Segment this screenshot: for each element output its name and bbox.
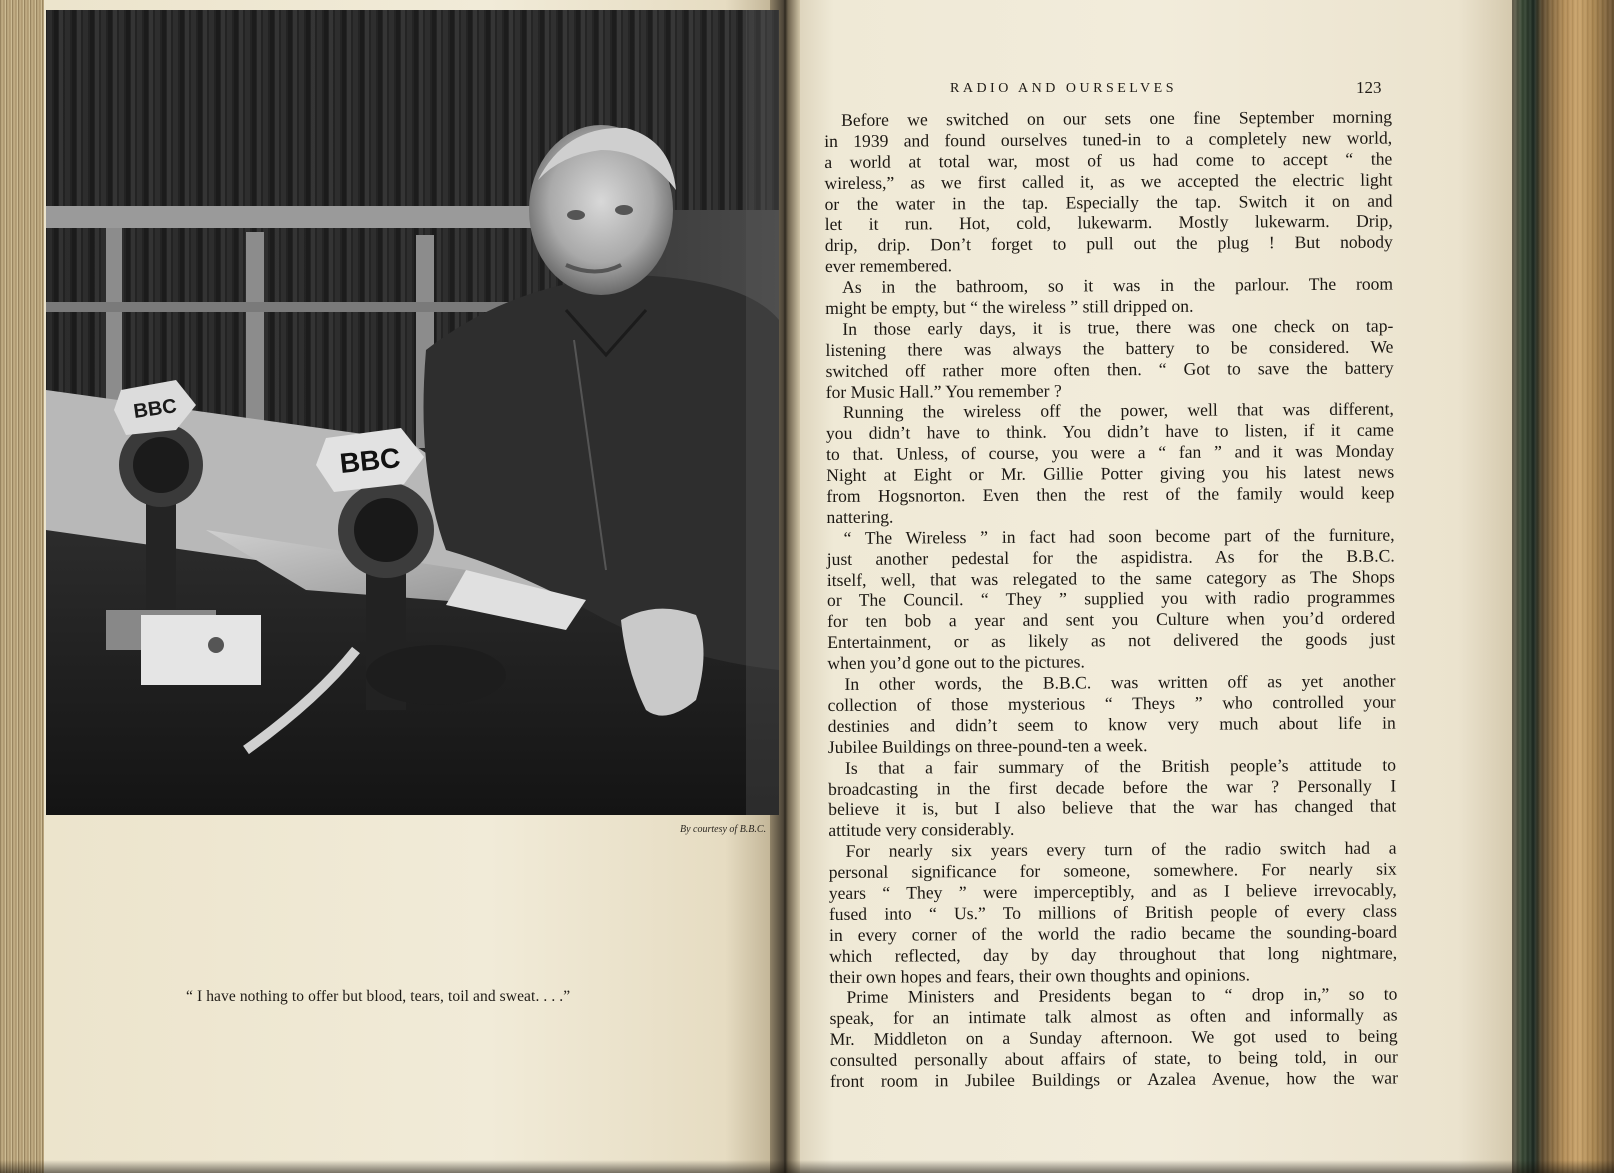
text-line: attitude very considerably. [828,819,1015,841]
page-number: 123 [1356,78,1382,97]
text-line: In other words, the B.B.C. was written off as yet another [844,670,1396,694]
text-line: Before we switched on our sets one fine September morning [840,106,1393,130]
text-line: Night at Eight or Mr. Gillie Potter giving you his latest news [826,461,1395,486]
text-line: years “ They ” were imperceptibly, and as I believe irrevocably, [828,879,1397,903]
text-line: Jubilee Buildings on three-pound-ten a week. [827,734,1148,757]
bottom-shadow [0,1160,1614,1173]
text-line: let it run. Hot, cold, lukewarm. Mostly lukewarm. Drip, [824,210,1393,235]
text-line: Prime Ministers and Presidents began to “ drop in,” so to [846,983,1398,1008]
left-page-edges [0,0,46,1173]
text-line: Is that a fair summary of the British people’s attitude to [844,754,1397,778]
text-line: might be empty, but “ the wireless ” still dripped on. [825,295,1194,319]
body-text [824,107,1398,1092]
text-line: for Music Hall.” You remember ? [825,380,1062,402]
text-line: to that. Unless, of course, you were a “ fan ” and it was Monday [826,440,1395,465]
text-line: fused into “ Us.” To millions of British people of every class [828,900,1397,924]
text-line: broadcasting in the first decade before the war ? Personally I [828,775,1397,799]
text-line: Running the wireless off the power, well that was different, [842,398,1394,423]
text-line: or the water in the tap. Especially the tap. Switch it on and [824,190,1393,214]
text-line: or The Council. “ They ” supplied you with radio programmes [826,587,1396,611]
text-line: itself, well, that was relegated to the same category as The Shops [826,566,1395,590]
text-line: believe it is, but I also believe that the war has changed that [828,795,1397,820]
text-line: ever remembered. [824,255,953,277]
text-line: As in the bathroom, so it was in the parlour. The room [842,273,1394,298]
text-line: just another pedestal for the aspidistra. As for the B.B.C. [826,545,1395,569]
text-line: Entertainment, or as likely as not delivered the goods just [827,628,1396,653]
right-page-edges [1512,0,1614,1173]
text-line: front room in Jubilee Buildings or Azalea Avenue, how the war [829,1067,1398,1091]
text-line: their own hopes and fears, their own thoughts and opinions. [829,963,1251,987]
bbc-label-1: BBC [132,395,179,423]
text-line: in 1939 and found ourselves tuned-in to a completely new world, [824,127,1393,151]
text-line: Mr. Middleton on a Sunday afternoon. We got used to being [829,1025,1398,1050]
text-line: for ten bob a year and sent you Culture when you’d ordered [827,607,1396,632]
text-line: personal significance for someone, somewhere. For nearly six [828,858,1397,883]
text-line: which reflected, day by day throughout that long nightmare, [829,942,1398,966]
text-line: when you’d gone out to the pictures. [827,651,1085,674]
text-line: listening there was always the battery to be considered. We [825,336,1394,360]
text-line: In those early days, it is true, there was one check on tap- [842,315,1394,339]
text-line: collection of those mysterious “ Theys ” who controlled your [827,691,1396,715]
photo-caption: “ I have nothing to offer but blood, tears, toil and sweat. . . .” [186,988,571,1005]
text-line: nattering. [826,506,894,527]
text-line: speak, for an intimate talk almost as often and informally as [829,1004,1398,1029]
running-head: RADIO AND OURSELVES [950,81,1178,96]
text-line: destinies and didn’t seem to know very much about life in [827,712,1396,736]
text-line: switched off rather more often then. “ Got to save the battery [825,357,1394,381]
text-line: a world at total war, most of us had come to accept “ the [824,148,1393,172]
text-line: in every corner of the world the radio became the sounding-board [828,921,1398,945]
text-line: wireless,” as we first called it, as we accepted the electric light [824,169,1393,193]
text-line: For nearly six years every turn of the radio switch had a [845,837,1397,862]
photograph [46,10,779,815]
text-line: consulted personally about affairs of state, to being told, in our [829,1046,1398,1071]
bbc-label-2: BBC [338,441,402,480]
photo-credit: By courtesy of B.B.C. [680,824,767,835]
text-line: you didn’t have to think. You didn’t have to listen, if it came [825,419,1395,444]
text-line: from Hogsnorton. Even then the rest of the family would keep [826,482,1395,507]
text-line: “ The Wireless ” in fact had soon become part of the furniture, [843,524,1395,548]
text-line: drip, drip. Don’t forget to pull out the plug ! But nobody [824,231,1393,256]
